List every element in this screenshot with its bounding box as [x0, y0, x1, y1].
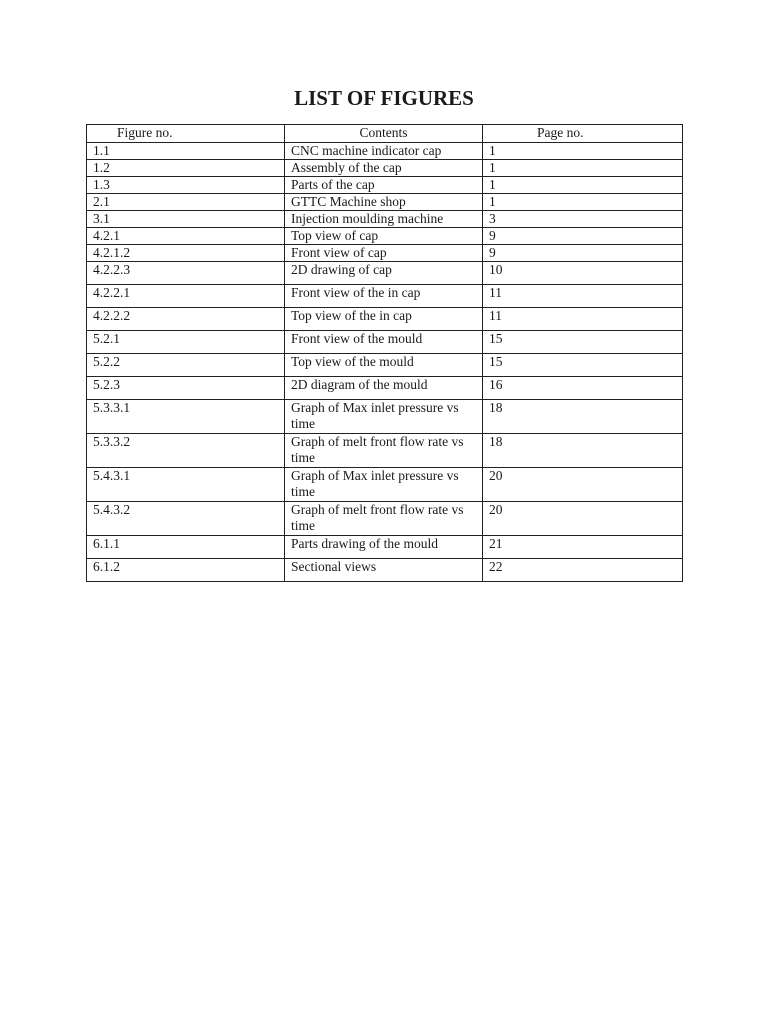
page-no-cell: 11 [483, 285, 683, 308]
table-row [87, 262, 683, 285]
page-no-cell: 20 [483, 468, 683, 502]
header-contents: Contents [285, 125, 483, 143]
page-no-cell: 18 [483, 400, 683, 434]
page-no-cell: 21 [483, 536, 683, 559]
figure-no-cell: 6.1.1 [87, 536, 285, 559]
table-row [87, 228, 683, 245]
page-no-cell: 11 [483, 308, 683, 331]
contents-cell: Graph of Max inlet pressure vs time [285, 468, 483, 502]
contents-cell: Front view of the mould [285, 331, 483, 354]
contents-cell: Front view of cap [285, 245, 483, 262]
page-no-cell: 16 [483, 377, 683, 400]
figure-no-cell: 4.2.1 [87, 228, 285, 245]
figure-no-cell: 1.2 [87, 160, 285, 177]
figures-table [86, 124, 683, 582]
contents-cell: Injection moulding machine [285, 211, 483, 228]
page-no-cell: 1 [483, 177, 683, 194]
figure-no-cell: 4.2.2.3 [87, 262, 285, 285]
contents-cell: Graph of melt front flow rate vs time [285, 434, 483, 468]
page-no-cell: 22 [483, 559, 683, 582]
table-row [87, 559, 683, 582]
contents-cell: Sectional views [285, 559, 483, 582]
figure-no-cell: 1.3 [87, 177, 285, 194]
table-row [87, 245, 683, 262]
header-figure-no: Figure no. [87, 125, 285, 143]
contents-cell: Parts of the cap [285, 177, 483, 194]
table-row [87, 177, 683, 194]
table-header-row [87, 125, 683, 143]
figure-no-cell: 5.2.2 [87, 354, 285, 377]
figure-no-cell: 5.4.3.2 [87, 502, 285, 536]
page-no-cell: 18 [483, 434, 683, 468]
table-row [87, 308, 683, 331]
figure-no-cell: 5.3.3.2 [87, 434, 285, 468]
figure-no-cell: 6.1.2 [87, 559, 285, 582]
table-row [87, 143, 683, 160]
contents-cell: CNC machine indicator cap [285, 143, 483, 160]
table-row [87, 468, 683, 502]
figure-no-cell: 5.2.1 [87, 331, 285, 354]
figure-no-cell: 5.4.3.1 [87, 468, 285, 502]
figure-no-cell: 1.1 [87, 143, 285, 160]
contents-cell: Parts drawing of the mould [285, 536, 483, 559]
page-no-cell: 10 [483, 262, 683, 285]
page-no-cell: 1 [483, 143, 683, 160]
contents-cell: Front view of the in cap [285, 285, 483, 308]
contents-cell: Top view of cap [285, 228, 483, 245]
page-no-cell: 15 [483, 354, 683, 377]
table-row [87, 211, 683, 228]
figure-no-cell: 2.1 [87, 194, 285, 211]
page-no-cell: 9 [483, 228, 683, 245]
table-row [87, 400, 683, 434]
page-no-cell: 15 [483, 331, 683, 354]
page-no-cell: 9 [483, 245, 683, 262]
table-row [87, 354, 683, 377]
contents-cell: Graph of Max inlet pressure vs time [285, 400, 483, 434]
contents-cell: GTTC Machine shop [285, 194, 483, 211]
page-no-cell: 20 [483, 502, 683, 536]
contents-cell: 2D diagram of the mould [285, 377, 483, 400]
header-page-no: Page no. [483, 125, 683, 143]
page-no-cell: 3 [483, 211, 683, 228]
figure-no-cell: 5.3.3.1 [87, 400, 285, 434]
contents-cell: Assembly of the cap [285, 160, 483, 177]
contents-cell: 2D drawing of cap [285, 262, 483, 285]
table-row [87, 285, 683, 308]
page-no-cell: 1 [483, 160, 683, 177]
figure-no-cell: 4.2.1.2 [87, 245, 285, 262]
table-row [87, 377, 683, 400]
table-row [87, 194, 683, 211]
figure-no-cell: 4.2.2.1 [87, 285, 285, 308]
table-row [87, 160, 683, 177]
table-row [87, 331, 683, 354]
figure-no-cell: 3.1 [87, 211, 285, 228]
figure-no-cell: 4.2.2.2 [87, 308, 285, 331]
figure-no-cell: 5.2.3 [87, 377, 285, 400]
table-row [87, 536, 683, 559]
page-no-cell: 1 [483, 194, 683, 211]
page-title: LIST OF FIGURES [294, 86, 474, 110]
table-row [87, 434, 683, 468]
contents-cell: Graph of melt front flow rate vs time [285, 502, 483, 536]
contents-cell: Top view of the mould [285, 354, 483, 377]
table-row [87, 502, 683, 536]
contents-cell: Top view of the in cap [285, 308, 483, 331]
